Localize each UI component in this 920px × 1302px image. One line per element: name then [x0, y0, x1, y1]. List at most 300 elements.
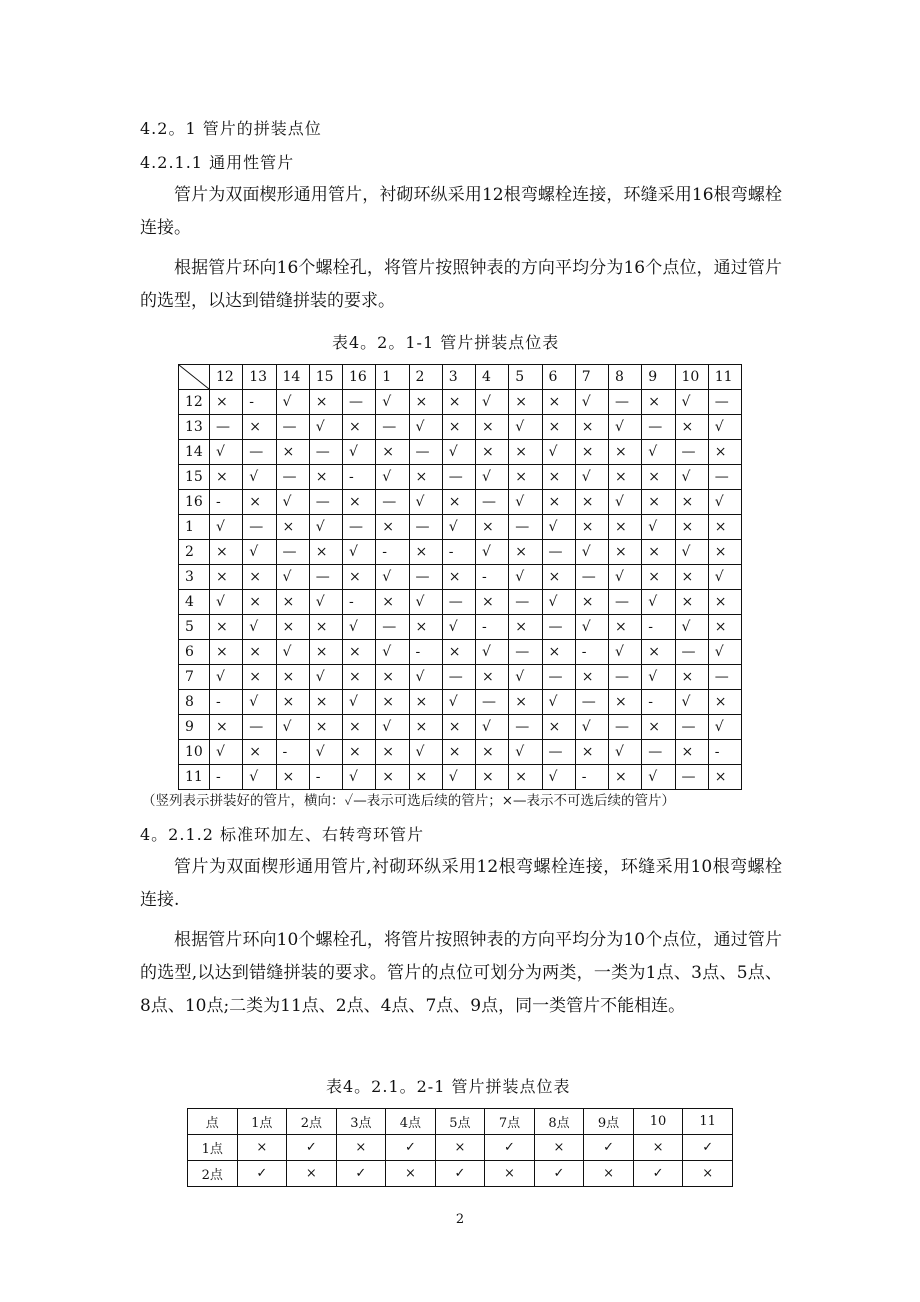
table-cell: —: [675, 715, 708, 740]
table-cell: -: [343, 465, 376, 490]
table-cell: ×: [642, 465, 675, 490]
table-cell: —: [675, 440, 708, 465]
table-cell: √: [476, 640, 509, 665]
table-cell: —: [442, 465, 475, 490]
table-cell: √: [376, 465, 409, 490]
table-cell: ✓: [287, 1135, 337, 1161]
table-cell: ×: [409, 765, 442, 790]
table-row: [179, 565, 742, 590]
column-header: 6: [542, 365, 575, 390]
table-cell: ×: [376, 740, 409, 765]
table-cell: -: [243, 390, 276, 415]
table-cell: √: [476, 540, 509, 565]
table-cell: ×: [210, 715, 243, 740]
row-header: 1: [179, 515, 210, 540]
table-cell: —: [642, 415, 675, 440]
table-cell: √: [542, 765, 575, 790]
table-cell: ×: [309, 390, 342, 415]
column-header: 8点: [534, 1109, 584, 1135]
table-cell: ×: [237, 1135, 287, 1161]
table-cell: —: [243, 515, 276, 540]
paragraph-segment-bolts: 管片为双面楔形通用管片，衬砌环纵采用12根弯螺栓连接，环缝采用16根弯螺栓连接。: [140, 185, 782, 238]
table-row: [188, 1135, 733, 1161]
table-cell: √: [243, 765, 276, 790]
table-row: [179, 690, 742, 715]
table-cell: ×: [476, 415, 509, 440]
table-cell: —: [409, 515, 442, 540]
column-header: 3: [442, 365, 475, 390]
table-cell: √: [409, 415, 442, 440]
table-cell: ×: [409, 690, 442, 715]
table-cell: √: [210, 440, 243, 465]
column-header: 9: [642, 365, 675, 390]
table-cell: -: [642, 690, 675, 715]
table-cell: —: [376, 415, 409, 440]
row-header: 14: [179, 440, 210, 465]
table-cell: —: [210, 415, 243, 440]
table-cell: —: [609, 715, 642, 740]
table-cell: ×: [435, 1135, 485, 1161]
table-cell: ×: [276, 590, 309, 615]
table-cell: ×: [409, 465, 442, 490]
table-cell: ×: [210, 540, 243, 565]
table-cell: √: [609, 640, 642, 665]
assembly-position-table-16: [178, 364, 742, 790]
table-cell: ×: [675, 665, 708, 690]
table-cell: ×: [509, 465, 542, 490]
table-cell: √: [575, 390, 608, 415]
table-cell: √: [343, 690, 376, 715]
table-cell: ✓: [633, 1161, 683, 1187]
column-header: 7: [575, 365, 608, 390]
row-header: 7: [179, 665, 210, 690]
table-cell: ×: [442, 390, 475, 415]
table-cell: ×: [609, 465, 642, 490]
column-header: 11: [708, 365, 741, 390]
table-cell: √: [476, 390, 509, 415]
table-cell: —: [575, 565, 608, 590]
table-cell: —: [708, 465, 741, 490]
column-header: 4点: [386, 1109, 436, 1135]
table-row: [179, 615, 742, 640]
column-header: 9点: [584, 1109, 634, 1135]
table-cell: -: [642, 615, 675, 640]
table-cell: √: [309, 665, 342, 690]
table-cell: √: [675, 690, 708, 715]
table-cell: ✓: [534, 1161, 584, 1187]
table-cell: -: [309, 765, 342, 790]
table-cell: ×: [210, 390, 243, 415]
table-cell: ×: [276, 690, 309, 715]
table-cell: —: [609, 390, 642, 415]
row-header: 5: [179, 615, 210, 640]
table-cell: √: [542, 690, 575, 715]
table-cell: √: [276, 565, 309, 590]
table-cell: √: [243, 465, 276, 490]
row-header: 8: [179, 690, 210, 715]
column-header: 8: [609, 365, 642, 390]
table-cell: —: [476, 690, 509, 715]
table-cell: ×: [343, 415, 376, 440]
table-cell: ×: [476, 665, 509, 690]
table-cell: ×: [509, 390, 542, 415]
table-cell: —: [509, 715, 542, 740]
row-header: 2: [179, 540, 210, 565]
table-cell: ×: [442, 640, 475, 665]
table-cell: ×: [210, 640, 243, 665]
table-cell: -: [442, 540, 475, 565]
table-cell: ×: [442, 415, 475, 440]
table-cell: ×: [609, 540, 642, 565]
table-cell: ×: [409, 540, 442, 565]
table-cell: √: [476, 465, 509, 490]
column-header: 2点: [287, 1109, 337, 1135]
table-cell: ×: [276, 765, 309, 790]
table-row: [179, 665, 742, 690]
table-cell: —: [376, 490, 409, 515]
table-cell: ×: [343, 665, 376, 690]
table-cell: ×: [708, 440, 741, 465]
table-cell: ×: [309, 615, 342, 640]
table-cell: ×: [609, 690, 642, 715]
table-cell: √: [675, 390, 708, 415]
row-header: 1点: [188, 1135, 238, 1161]
table-cell: ×: [675, 415, 708, 440]
table-cell: √: [708, 565, 741, 590]
table-cell: √: [343, 765, 376, 790]
table-cell: √: [442, 690, 475, 715]
table-cell: ×: [442, 565, 475, 590]
table-cell: —: [442, 665, 475, 690]
table-cell: ×: [309, 540, 342, 565]
column-header: 3点: [336, 1109, 386, 1135]
table-cell: —: [442, 590, 475, 615]
table-cell: ×: [642, 390, 675, 415]
table-header-row: [179, 365, 742, 390]
table-cell: ×: [343, 740, 376, 765]
table-cell: —: [509, 640, 542, 665]
table-cell: √: [442, 440, 475, 465]
table-cell: √: [276, 490, 309, 515]
table-cell: ×: [708, 690, 741, 715]
table-cell: —: [343, 390, 376, 415]
row-header: 12: [179, 390, 210, 415]
table-cell: ×: [575, 740, 608, 765]
table-cell: ×: [476, 515, 509, 540]
table-row: [179, 415, 742, 440]
table-cell: ×: [376, 440, 409, 465]
table-cell: ×: [476, 590, 509, 615]
table-cell: —: [642, 740, 675, 765]
table-cell: ×: [675, 590, 708, 615]
table-cell: ×: [476, 765, 509, 790]
row-header: 9: [179, 715, 210, 740]
table-cell: ×: [509, 540, 542, 565]
table-cell: √: [276, 715, 309, 740]
table-cell: —: [675, 765, 708, 790]
table-cell: ✓: [683, 1135, 733, 1161]
column-header: 点: [188, 1109, 238, 1135]
table-cell: ×: [675, 740, 708, 765]
section-heading-4-2-1: 4.2。1 管片的拼装点位: [140, 119, 322, 138]
row-header: 13: [179, 415, 210, 440]
table-cell: —: [276, 465, 309, 490]
table-cell: -: [210, 765, 243, 790]
row-header: 2点: [188, 1161, 238, 1187]
table-cell: √: [376, 715, 409, 740]
table-cell: √: [343, 540, 376, 565]
table-cell: ×: [609, 615, 642, 640]
table-cell: —: [276, 415, 309, 440]
column-header: 15: [309, 365, 342, 390]
subsection-heading-4-2-1-2: 4。2.1.2 标准环加左、右转弯环管片: [140, 825, 424, 844]
table-cell: √: [609, 415, 642, 440]
table-cell: ×: [243, 665, 276, 690]
table-cell: ×: [542, 490, 575, 515]
table-cell: -: [376, 540, 409, 565]
table-cell: ✓: [237, 1161, 287, 1187]
table-cell: ×: [409, 615, 442, 640]
assembly-position-table-10: [187, 1108, 733, 1187]
table-cell: —: [675, 640, 708, 665]
table-cell: ×: [509, 765, 542, 790]
table-cell: —: [476, 490, 509, 515]
column-header: 7点: [485, 1109, 535, 1135]
table-cell: ✓: [584, 1135, 634, 1161]
table-cell: ×: [476, 440, 509, 465]
table-cell: ×: [542, 565, 575, 590]
table-cell: √: [509, 740, 542, 765]
corner-cell: [179, 365, 210, 390]
table-cell: -: [575, 765, 608, 790]
table-cell: ×: [210, 565, 243, 590]
table-cell: ✓: [435, 1161, 485, 1187]
table-cell: ×: [575, 590, 608, 615]
table-row: [179, 640, 742, 665]
table-cell: √: [309, 415, 342, 440]
table-cell: —: [309, 565, 342, 590]
table-cell: ×: [376, 665, 409, 690]
table-cell: —: [609, 665, 642, 690]
table-cell: √: [442, 515, 475, 540]
table-cell: √: [609, 565, 642, 590]
table-cell: ×: [542, 390, 575, 415]
column-header: 1点: [237, 1109, 287, 1135]
column-header: 1: [376, 365, 409, 390]
table-cell: ×: [642, 490, 675, 515]
table-cell: ×: [243, 490, 276, 515]
table-cell: -: [575, 640, 608, 665]
row-header: 10: [179, 740, 210, 765]
table-cell: √: [409, 740, 442, 765]
table-cell: ×: [708, 615, 741, 640]
column-header: 14: [276, 365, 309, 390]
table-cell: ×: [609, 515, 642, 540]
table-cell: √: [309, 515, 342, 540]
table-cell: ×: [575, 490, 608, 515]
table-cell: ×: [642, 715, 675, 740]
table-cell: ×: [309, 465, 342, 490]
table-cell: ×: [642, 540, 675, 565]
table-cell: ×: [343, 715, 376, 740]
table-note: （竖列表示拼装好的管片，横向：✓—表示可选后续的管片；×—表示不可选后续的管片）: [142, 793, 676, 809]
table-cell: —: [409, 565, 442, 590]
table-cell: —: [609, 590, 642, 615]
table-cell: √: [409, 490, 442, 515]
column-header: 10: [675, 365, 708, 390]
table-cell: ×: [542, 465, 575, 490]
table-cell: —: [309, 490, 342, 515]
table-cell: ×: [633, 1135, 683, 1161]
table-row: [179, 740, 742, 765]
table-cell: ✓: [485, 1135, 535, 1161]
table-cell: √: [210, 740, 243, 765]
table-cell: ×: [376, 515, 409, 540]
table-row: [179, 590, 742, 615]
row-header: 15: [179, 465, 210, 490]
table-cell: ×: [609, 440, 642, 465]
table-cell: ×: [442, 490, 475, 515]
table-cell: √: [442, 615, 475, 640]
table-cell: -: [210, 490, 243, 515]
table-cell: √: [210, 590, 243, 615]
table-cell: √: [409, 665, 442, 690]
table-cell: √: [509, 490, 542, 515]
table-cell: ×: [210, 465, 243, 490]
table-cell: √: [309, 740, 342, 765]
table-cell: ×: [386, 1161, 436, 1187]
table-cell: ×: [309, 715, 342, 740]
table-cell: √: [509, 565, 542, 590]
table-cell: ✓: [336, 1161, 386, 1187]
table-cell: ×: [210, 615, 243, 640]
column-header: 5点: [435, 1109, 485, 1135]
table-cell: ×: [243, 565, 276, 590]
table-cell: ×: [376, 690, 409, 715]
table-cell: √: [642, 515, 675, 540]
table-cell: √: [509, 415, 542, 440]
table-row: [179, 440, 742, 465]
table-cell: ×: [642, 640, 675, 665]
table-caption-2: 表4。2.1。2-1 管片拼装点位表: [326, 1077, 571, 1096]
table-cell: -: [276, 740, 309, 765]
table-cell: √: [675, 540, 708, 565]
table-cell: ×: [309, 690, 342, 715]
column-header: 4: [476, 365, 509, 390]
table-cell: ×: [509, 690, 542, 715]
table-cell: √: [343, 615, 376, 640]
table-cell: ×: [575, 515, 608, 540]
table-cell: √: [210, 665, 243, 690]
row-header: 4: [179, 590, 210, 615]
table-cell: ×: [708, 765, 741, 790]
table-cell: ×: [343, 490, 376, 515]
table-cell: √: [509, 665, 542, 690]
table-cell: —: [409, 440, 442, 465]
table-cell: ×: [708, 590, 741, 615]
table-cell: ×: [409, 715, 442, 740]
table-cell: ×: [276, 440, 309, 465]
column-header: 2: [409, 365, 442, 390]
table-cell: ×: [642, 565, 675, 590]
table-cell: ×: [476, 740, 509, 765]
table-row: [179, 765, 742, 790]
table-row: [179, 715, 742, 740]
table-row: [179, 515, 742, 540]
table-cell: ×: [243, 640, 276, 665]
table-cell: —: [276, 540, 309, 565]
table-header-row: [188, 1109, 733, 1135]
table-cell: ×: [542, 415, 575, 440]
table-cell: √: [675, 465, 708, 490]
table-cell: -: [708, 740, 741, 765]
table-cell: ×: [276, 615, 309, 640]
table-row: [179, 490, 742, 515]
table-cell: ×: [542, 715, 575, 740]
table-cell: —: [343, 515, 376, 540]
table-cell: ×: [442, 715, 475, 740]
table-cell: ×: [243, 415, 276, 440]
row-header: 6: [179, 640, 210, 665]
table-cell: √: [409, 590, 442, 615]
table-cell: —: [708, 390, 741, 415]
column-header: 11: [683, 1109, 733, 1135]
table-cell: √: [276, 390, 309, 415]
table-cell: √: [575, 615, 608, 640]
table-cell: —: [243, 440, 276, 465]
paragraph-turning-ring-bolts: 管片为双面楔形通用管片,衬砌环纵采用12根弯螺栓连接，环缝采用10根弯螺栓连接.: [140, 857, 782, 910]
table-cell: √: [642, 765, 675, 790]
table-cell: —: [542, 615, 575, 640]
table-cell: √: [376, 390, 409, 415]
table-cell: —: [708, 665, 741, 690]
table-cell: √: [575, 715, 608, 740]
table-row: [179, 390, 742, 415]
table-cell: √: [542, 515, 575, 540]
table-cell: √: [309, 590, 342, 615]
subsection-heading-4-2-1-1: 4.2.1.1 通用性管片: [140, 153, 295, 172]
column-header: 10: [633, 1109, 683, 1135]
table-cell: √: [210, 515, 243, 540]
table-cell: ×: [609, 765, 642, 790]
table-row: [188, 1161, 733, 1187]
table-cell: —: [309, 440, 342, 465]
table-cell: ×: [336, 1135, 386, 1161]
table-cell: √: [542, 590, 575, 615]
diagonal-line-icon: [179, 365, 209, 389]
page-number: 2: [455, 1212, 465, 1227]
table-cell: ✓: [386, 1135, 436, 1161]
table-cell: ×: [534, 1135, 584, 1161]
table-cell: -: [210, 690, 243, 715]
table-cell: ×: [409, 390, 442, 415]
table-cell: ×: [376, 590, 409, 615]
table-cell: ×: [376, 765, 409, 790]
table-cell: √: [376, 640, 409, 665]
table-cell: ×: [542, 640, 575, 665]
table-cell: —: [542, 540, 575, 565]
table-row: [179, 465, 742, 490]
table-cell: -: [476, 565, 509, 590]
table-cell: ×: [276, 515, 309, 540]
table-cell: √: [708, 715, 741, 740]
table-cell: √: [243, 540, 276, 565]
table-cell: ×: [343, 565, 376, 590]
table-cell: —: [542, 740, 575, 765]
table-cell: —: [376, 615, 409, 640]
table-cell: √: [476, 715, 509, 740]
table-cell: √: [542, 440, 575, 465]
